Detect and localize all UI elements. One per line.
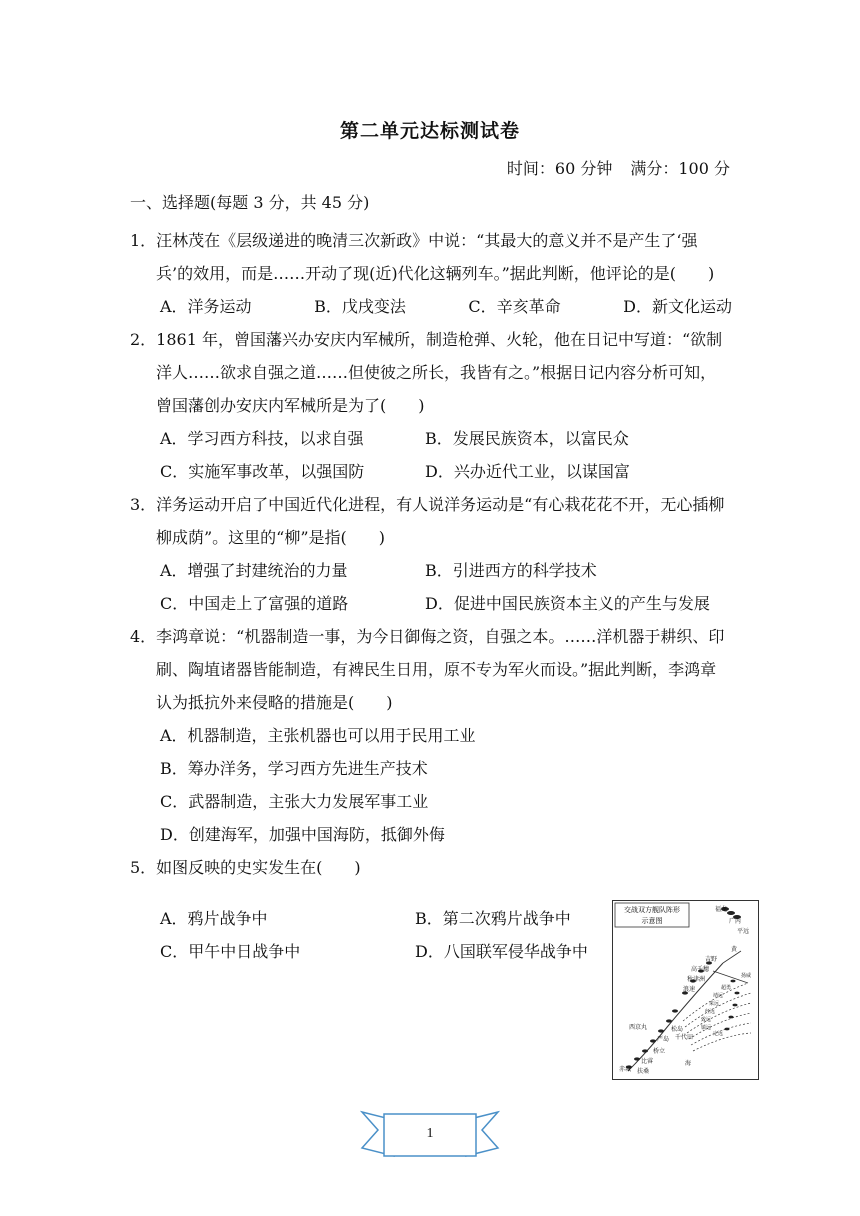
ship-label: 福龙	[715, 906, 728, 913]
ship-label: 致远	[701, 1017, 712, 1023]
question-1	[130, 224, 732, 323]
option-a: A．增强了封建统治的力量	[160, 561, 348, 580]
fleet-formation-figure	[612, 900, 759, 1080]
option-a: A．鸦片战争中	[160, 909, 268, 928]
ship-label: 经远	[705, 1009, 716, 1015]
option-b: B．引进西方的科学技术	[425, 561, 597, 580]
option-d: D．八国联军侵华战争中	[415, 942, 588, 961]
question-stem: 4．李鸿章说：“机器制造一事，为今日御侮之资，自强之本。……洋机器于耕织、印刷、陶埴诸器皆能制造，有裨民生日用，原不专为军火而设。”据此判断，李鸿章认为抵抗外来侵略的措施是( )	[130, 627, 725, 712]
question-stem: 5．如图反映的史实发生在( )	[130, 858, 361, 877]
question-stem: 3．洋务运动开启了中国近代化进程，有人说洋务运动是“有心栽花花不开，无心插柳柳成荫”。这里的“柳”是指( )	[130, 495, 725, 547]
question-4	[130, 620, 732, 851]
time-limit: 时间：60 分钟	[506, 159, 613, 178]
ship-label: 广丙	[729, 918, 742, 925]
question-2	[130, 323, 732, 488]
ship-label: 吉野	[705, 956, 718, 963]
ship-label: 高千穗	[691, 966, 710, 973]
ship-label: 秋津洲	[687, 976, 706, 983]
figure-title-1: 交战双方舰队阵形	[624, 906, 680, 914]
question-stem: 2．1861 年，曾国藩兴办安庆内军械所，制造枪弹、火轮，他在日记中写道：“欲制洋人……欲求自强之道……但使彼之所长，我皆有之。”根据日记内容分析可知，曾国藩创办安庆内军械所是为了( )	[130, 330, 723, 415]
ship-label: 扬威	[741, 973, 752, 979]
option-a: A．学习西方科技，以求自强	[160, 429, 364, 448]
option-c: C．中国走上了富强的道路	[160, 594, 349, 613]
page-number: 1	[426, 1126, 434, 1141]
ship-label: 浪速	[683, 986, 696, 993]
option-d: D．创建海军，加强中国海防，抵御外侮	[160, 825, 445, 844]
option-c: C．实施军事改革，以强国防	[160, 462, 365, 481]
ship-label: 严岛	[657, 1036, 670, 1043]
ship-label: 定远	[713, 1031, 724, 1037]
page-footer	[360, 1108, 500, 1164]
ship-label: 超勇	[721, 985, 732, 991]
full-score: 满分：100 分	[630, 159, 730, 178]
ship-label: 比睿	[641, 1058, 654, 1065]
sea-label: 海	[685, 1060, 692, 1067]
ship-label: 平远	[737, 928, 750, 935]
option-b: B．第二次鸦片战争中	[415, 909, 571, 928]
option-b: B．发展民族资本，以富民众	[425, 429, 629, 448]
option-b: B．戊戌变法	[314, 297, 406, 316]
ship-label: 赤城	[619, 1066, 632, 1073]
option-grid	[130, 554, 732, 620]
option-d: D．兴办近代工业，以谋国富	[425, 462, 630, 481]
ship-label: 松岛	[671, 1026, 684, 1033]
exam-meta	[507, 156, 730, 179]
ship-label: 千代田	[675, 1034, 694, 1041]
ship-label: 镇远	[701, 1025, 712, 1031]
figure-title-2: 示意图	[641, 917, 663, 925]
ship-label: 桥立	[653, 1048, 666, 1055]
option-b: B．筹办洋务，学习西方先进生产技术	[160, 759, 428, 778]
ship-label: 西京丸	[629, 1024, 648, 1031]
option-d: D．新文化运动	[623, 297, 732, 316]
ship-label: 黄	[731, 946, 738, 953]
option-a: A．洋务运动	[160, 297, 252, 316]
question-list	[130, 224, 732, 968]
question-3	[130, 488, 732, 620]
ship-label: 来远	[709, 1001, 720, 1007]
ship-label: 靖远	[713, 993, 724, 999]
question-stem: 1．汪林茂在《层级递进的晚清三次新政》中说：“其最大的意义并不是产生了‘强兵’的效用，而是……开动了现(近)代化这辆列车。”据此判断，他评论的是( )	[130, 231, 715, 283]
option-grid	[130, 902, 590, 968]
option-d: D．促进中国民族资本主义的产生与发展	[425, 594, 710, 613]
option-c: C．辛亥革命	[468, 297, 561, 316]
option-a: A．机器制造，主张机器也可以用于民用工业	[160, 726, 476, 745]
ship-label: 扶桑	[637, 1068, 650, 1075]
fleet-formation-diagram	[613, 901, 758, 1079]
section-heading: 一、选择题(每题 3 分，共 45 分)	[130, 193, 370, 212]
exam-title: 第二单元达标测试卷	[339, 120, 520, 142]
option-c: C．甲午中日战争中	[160, 942, 301, 961]
option-row	[130, 290, 732, 323]
option-grid	[130, 422, 732, 488]
option-c: C．武器制造，主张大力发展军事工业	[160, 792, 429, 811]
